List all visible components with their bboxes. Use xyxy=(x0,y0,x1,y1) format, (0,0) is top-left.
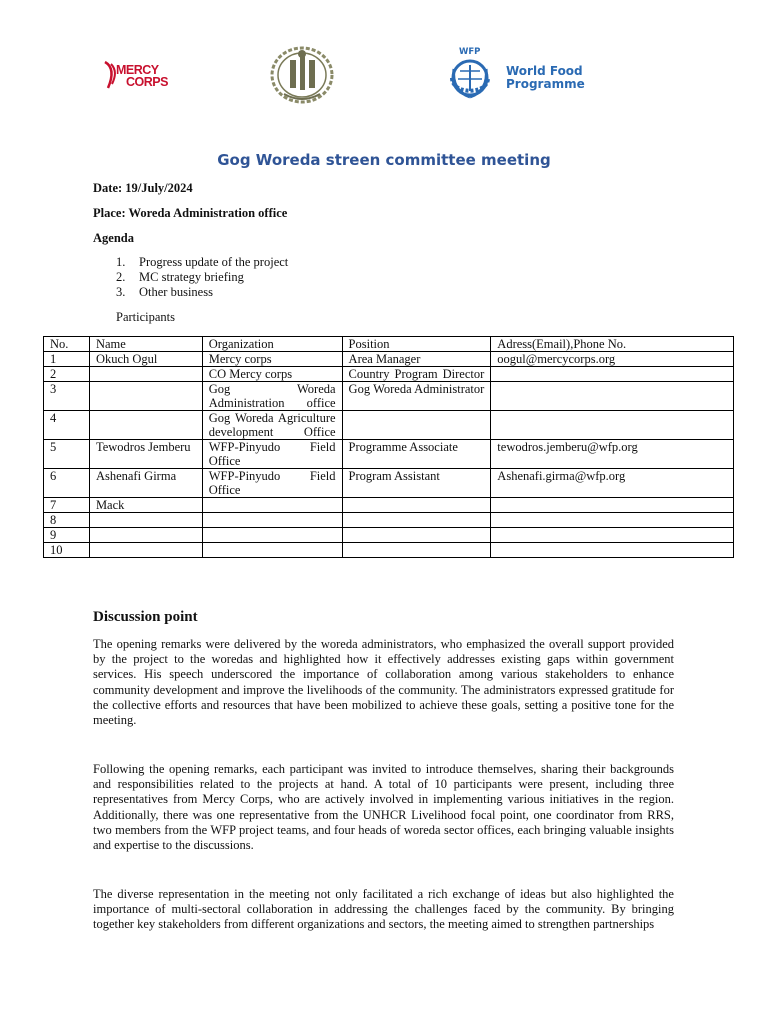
cell-name xyxy=(89,411,202,440)
cell-address xyxy=(491,411,734,440)
cell-organization xyxy=(202,543,342,558)
mercy-corps-line2: CORPS xyxy=(126,75,168,89)
agenda-item: 2. MC strategy briefing xyxy=(116,270,244,284)
header-no: No. xyxy=(44,337,90,352)
header-name: Name xyxy=(89,337,202,352)
cell-position: Program Assistant xyxy=(342,469,491,498)
cell-name xyxy=(89,382,202,411)
table-row xyxy=(44,440,734,469)
wfp-logo xyxy=(440,47,590,103)
cell-address xyxy=(491,498,734,513)
meeting-place: Place: Woreda Administration office xyxy=(93,206,288,220)
wfp-small-label: WFP xyxy=(459,47,481,57)
discussion-paragraph-1: The opening remarks were delivered by the woreda administrators, who emphasized the overall support provided by the project to the woredas and highlighted how it effectively addresses existing gaps within government services. His speech underscored the importance of collaboration among various stakeholders to enhance community development and improve the livelihoods of the community. The administrators expressed gratitude for the collective efforts and resources that have been mobilized to achieve these goals, setting a positive tone for the meeting. xyxy=(93,637,674,728)
agenda-item: 1. Progress update of the project xyxy=(116,255,289,269)
cell-address xyxy=(491,543,734,558)
cell-position: Programme Associate xyxy=(342,440,491,469)
cell-name: Okuch Ogul xyxy=(89,352,202,367)
cell-no: 3 xyxy=(44,382,90,411)
cell-no: 10 xyxy=(44,543,90,558)
cell-organization xyxy=(202,498,342,513)
table-row xyxy=(44,498,734,513)
table-row xyxy=(44,367,734,382)
cell-no: 7 xyxy=(44,498,90,513)
cell-position xyxy=(342,543,491,558)
cell-organization: WFP-Pinyudo Field Office xyxy=(202,440,342,469)
table-row xyxy=(44,528,734,543)
header-organization: Organization xyxy=(202,337,342,352)
discussion-paragraph-3: The diverse representation in the meeting not only facilitated a rich exchange of ideas but also highlighted the importance of multi-sectoral collaboration in addressing the challenges faced by the community. By bringing together key stakeholders from different organizations and sectors, the meeting aimed to strengthen partnerships xyxy=(93,887,674,932)
cell-address xyxy=(491,513,734,528)
cell-position: Gog Woreda Administrator xyxy=(342,382,491,411)
discussion-heading: Discussion point xyxy=(93,609,198,625)
table-row xyxy=(44,352,734,367)
discussion-paragraph-2: Following the opening remarks, each participant was invited to introduce themselves, sharing their backgrounds and responsibilities related to the projects at hand. A total of 10 participants were present, including three representatives from Mercy Corps, who are actively involved in implementing various initiatives in the region. Additionally, there was one representative from the UNHCR Livelihood focal point, one coordinator from RRS, two members from the WFP project teams, and four heads of woreda sector offices, each bringing valuable insights and expertise to the discussions. xyxy=(93,762,674,853)
cell-no: 8 xyxy=(44,513,90,528)
logo-row xyxy=(0,44,768,106)
cell-no: 2 xyxy=(44,367,90,382)
cell-name: Tewodros Jemberu xyxy=(89,440,202,469)
header-address: Adress(Email),Phone No. xyxy=(491,337,734,352)
cell-no: 1 xyxy=(44,352,90,367)
cell-organization xyxy=(202,528,342,543)
cell-address: tewodros.jemberu@wfp.org xyxy=(491,440,734,469)
cell-organization: WFP-Pinyudo Field Office xyxy=(202,469,342,498)
table-row xyxy=(44,382,734,411)
agenda-item: 3. Other business xyxy=(116,285,213,299)
cell-position xyxy=(342,513,491,528)
cell-no: 6 xyxy=(44,469,90,498)
header-position: Position xyxy=(342,337,491,352)
mercy-corps-logo xyxy=(102,60,172,94)
cell-organization: Gog Woreda Agriculture development Office xyxy=(202,411,342,440)
meeting-date: Date: 19/July/2024 xyxy=(93,181,193,195)
table-header-row xyxy=(44,337,734,352)
wfp-line1: World Food xyxy=(506,64,583,78)
cell-organization xyxy=(202,513,342,528)
cell-address xyxy=(491,367,734,382)
cell-name: Mack xyxy=(89,498,202,513)
table-row xyxy=(44,513,734,528)
participants-heading: Participants xyxy=(116,310,176,324)
table-row xyxy=(44,411,734,440)
mercy-corps-line1: MERCY xyxy=(116,63,159,77)
agenda-list xyxy=(116,255,288,300)
cell-address xyxy=(491,528,734,543)
cell-organization: Mercy corps xyxy=(202,352,342,367)
cell-address xyxy=(491,382,734,411)
document-title: Gog Woreda streen committee meeting xyxy=(217,151,551,169)
cell-position: Country Program Director xyxy=(342,367,491,382)
cell-no: 9 xyxy=(44,528,90,543)
cell-name xyxy=(89,528,202,543)
cell-address: Ashenafi.girma@wfp.org xyxy=(491,469,734,498)
cell-organization: Gog Woreda Administration office xyxy=(202,382,342,411)
cell-no: 4 xyxy=(44,411,90,440)
cell-name xyxy=(89,513,202,528)
cell-name xyxy=(89,367,202,382)
table-row xyxy=(44,543,734,558)
participants-table xyxy=(43,336,734,558)
cell-no: 5 xyxy=(44,440,90,469)
government-emblem-icon xyxy=(266,44,338,106)
wfp-line2: Programme xyxy=(506,77,585,91)
cell-name: Ashenafi Girma xyxy=(89,469,202,498)
cell-name xyxy=(89,543,202,558)
cell-organization: CO Mercy corps xyxy=(202,367,342,382)
cell-position: Area Manager xyxy=(342,352,491,367)
cell-address: oogul@mercycorps.org xyxy=(491,352,734,367)
cell-position xyxy=(342,411,491,440)
cell-position xyxy=(342,528,491,543)
cell-position xyxy=(342,498,491,513)
table-row xyxy=(44,469,734,498)
agenda-heading: Agenda xyxy=(93,231,134,245)
